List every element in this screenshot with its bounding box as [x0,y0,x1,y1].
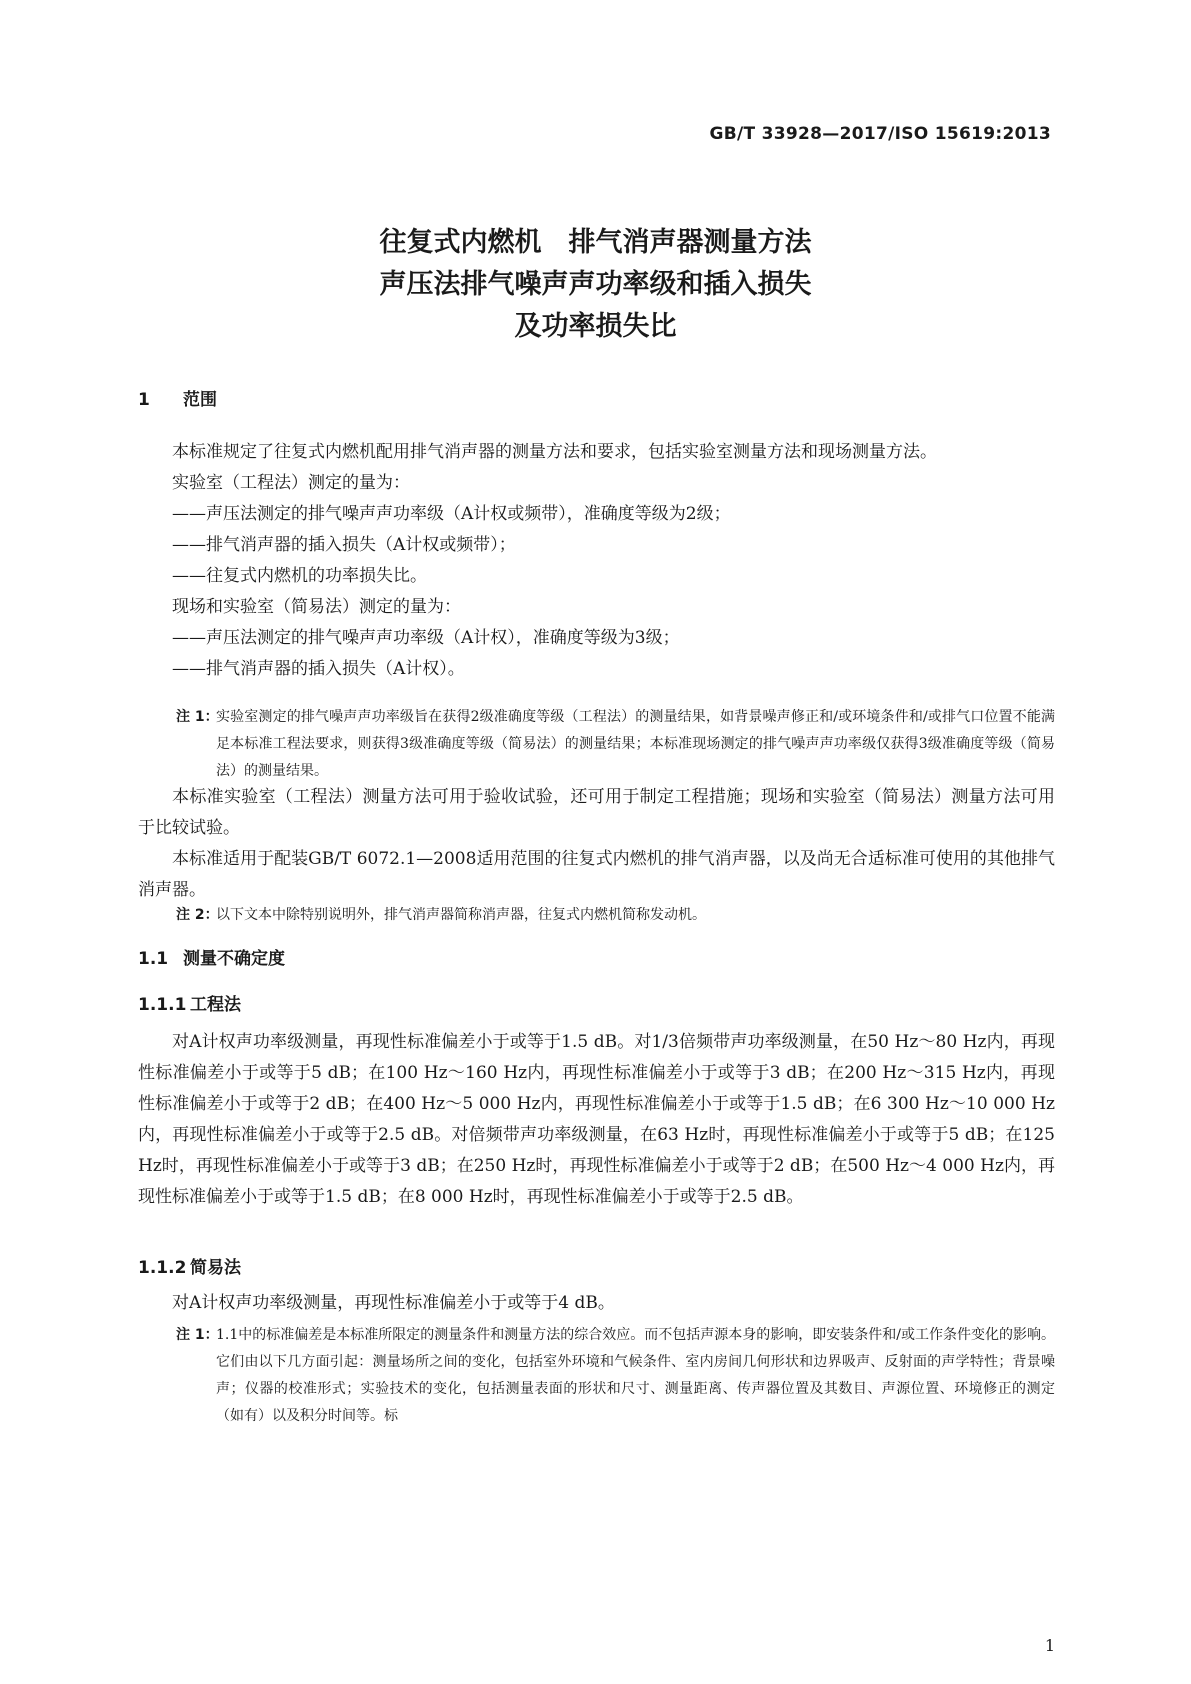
list-item: ——排气消声器的插入损失（A计权或频带）； [172,535,516,555]
title-line-2: 声压法排气噪声声功率级和插入损失 [379,269,812,300]
paragraph: 对A计权声功率级测量，再现性标准偏差小于或等于1.5 dB。对1/3倍频带声功率级测量，在50 Hz～80 Hz内，再现性标准偏差小于或等于5 dB；在100 Hz～160 Hz内，再现性标准偏差小于或等于3 dB；在200 Hz～315 Hz内，再现性标准偏差小于或等于2 dB；在400 Hz～5 000 Hz内，再现性标准偏差小于或等于1.5 dB；在6 300 Hz～10 000 Hz内，再现性标准偏差小于或等于2.5 dB。对倍频带声功率级测量，在63 Hz时，再现性标准偏差小于或等于5 dB；在125 Hz时，再现性标准偏差小于或等于3 dB；在250 Hz时，再现性标准偏差小于或等于2 dB；在500 Hz～4 000 Hz内，再现性标准偏差小于或等于1.5 dB；在8 000 Hz时，再现性标准偏差小于或等于2.5 dB。 [138,1032,1055,1207]
title-line-3: 及功率损失比 [514,311,677,342]
list-item: ——往复式内燃机的功率损失比。 [172,566,427,586]
section-title: 简易法 [190,1258,241,1278]
note [176,1322,1055,1430]
list-item: ——排气消声器的插入损失（A计权）。 [172,659,465,679]
paragraph: 本标准规定了往复式内燃机配用排气消声器的测量方法和要求，包括实验室测量方法和现场测量方法。 [172,442,937,462]
paragraph: 实验室（工程法）测定的量为： [172,473,410,493]
note [176,704,1055,785]
note-label: 注 1： [176,709,219,725]
section-1-body-cont [138,782,1055,906]
section-number: 1 [138,390,150,410]
section-1-heading [138,385,217,410]
paragraph: 现场和实验室（简易法）测定的量为： [172,597,461,617]
section-1-1-1-body [138,1027,1055,1213]
list-item: ——声压法测定的排气噪声声功率级（A计权），准确度等级为3级； [172,628,680,648]
standard-code: GB/T 33928—2017/ISO 15619:2013 [709,124,1051,144]
section-number: 1.1.2 [138,1258,187,1278]
section-1-1-2-heading [138,1253,241,1278]
list-item: ——声压法测定的排气噪声声功率级（A计权或频带），准确度等级为2级； [172,504,731,524]
document-title [0,222,1191,348]
note-text: 1.1中的标准偏差是本标准所限定的测量条件和测量方法的综合效应。而不包括声源本身的影响，即安装条件和/或工作条件变化的影响。它们由以下几方面引起：测量场所之间的变化，包括室外环境和气候条件、室内房间几何形状和边界吸声、反射面的声学特性；背景噪声；仪器的校准形式；实验技术的变化，包括测量表面的形状和尺寸、测量距离、传声器位置及其数目、声源位置、环境修正的测定（如有）以及积分时间等。标 [216,1327,1055,1424]
page-number: 1 [1044,1636,1055,1655]
section-title: 范围 [183,390,217,410]
paragraph: 本标准适用于配装GB/T 6072.1—2008适用范围的往复式内燃机的排气消声器，以及尚无合适标准可使用的其他排气消声器。 [138,849,1055,900]
section-title: 工程法 [190,995,241,1015]
note-label: 注 2： [176,907,219,923]
note-text: 以下文本中除特别说明外，排气消声器简称消声器，往复式内燃机简称发动机。 [216,907,706,923]
section-1-1-2-body [138,1288,1055,1319]
section-1-1-heading [138,944,285,969]
paragraph: 对A计权声功率级测量，再现性标准偏差小于或等于4 dB。 [172,1293,615,1313]
section-1-1-1-heading [138,990,241,1015]
section-number: 1.1.1 [138,995,187,1015]
title-line-1: 往复式内燃机 排气消声器测量方法 [379,227,812,258]
note-text: 实验室测定的排气噪声声功率级旨在获得2级准确度等级（工程法）的测量结果，如背景噪声修正和/或环境条件和/或排气口位置不能满足本标准工程法要求，则获得3级准确度等级（简易法）的测量结果；本标准现场测定的排气噪声声功率级仅获得3级准确度等级（简易法）的测量结果。 [216,709,1055,779]
note [176,902,1055,929]
section-1-body [138,437,1055,685]
note-label: 注 1： [176,1327,219,1343]
section-title: 测量不确定度 [183,949,285,969]
paragraph: 本标准实验室（工程法）测量方法可用于验收试验，还可用于制定工程措施；现场和实验室（简易法）测量方法可用于比较试验。 [138,787,1055,838]
section-number: 1.1 [138,949,169,969]
